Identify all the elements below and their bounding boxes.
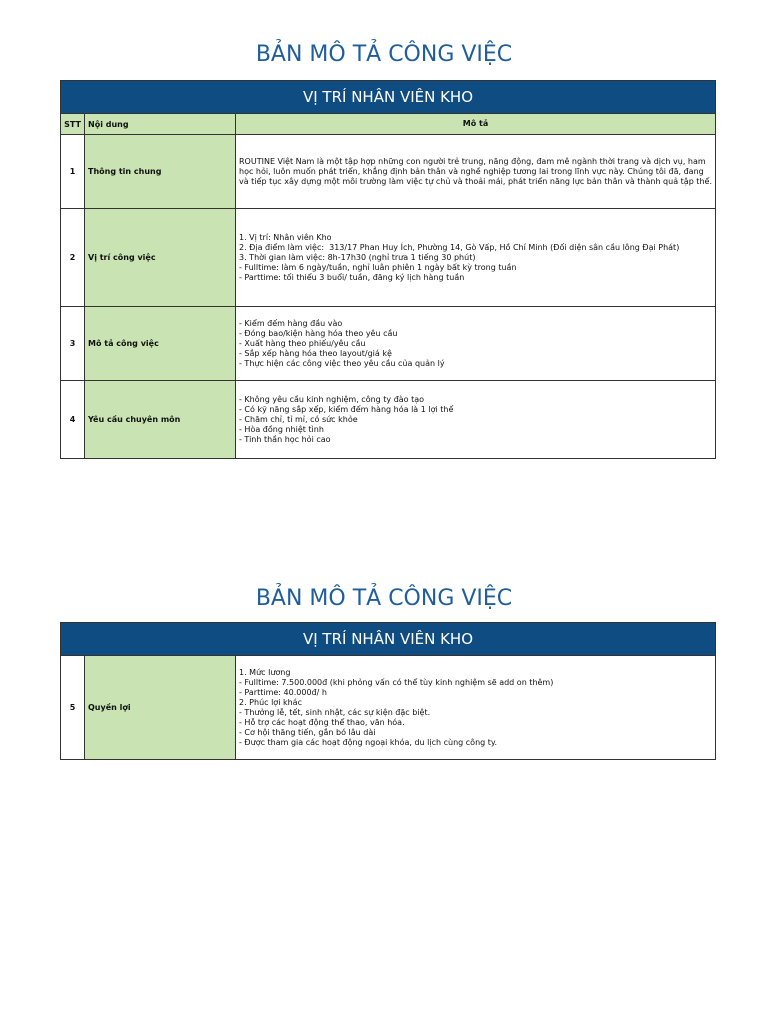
page-title-2: BẢN MÔ TẢ CÔNG VIỆC — [255, 586, 513, 611]
row-stt: 1 — [61, 135, 85, 209]
row-stt: 2 — [61, 209, 85, 307]
description-line: 3. Thời gian làm việc: 8h-17h30 (nghỉ trưa 1 tiếng 30 phút) — [239, 252, 476, 262]
header-mo-ta: Mô tả — [236, 114, 716, 135]
table-row — [61, 381, 716, 459]
header-noi-dung: Nội dung — [85, 114, 236, 135]
table-row — [61, 209, 716, 307]
description-line: - Sắp xếp hàng hóa theo layout/giá kệ — [239, 348, 392, 358]
description-line: - Parttime: 40.000đ/ h — [239, 687, 327, 697]
description-line: - Kiểm đếm hàng đầu vào — [239, 318, 343, 328]
position-banner: VỊ TRÍ NHÂN VIÊN KHO — [61, 81, 716, 114]
row-mo-ta — [236, 135, 716, 209]
row-mo-ta — [236, 209, 716, 307]
description-line: - Fulltime: làm 6 ngày/tuần, nghỉ luân phiên 1 ngày bất kỳ trong tuần — [239, 262, 517, 272]
table-header-row — [61, 114, 716, 135]
row-noi-dung: Mô tả công việc — [85, 307, 236, 381]
row-mo-ta — [236, 656, 716, 760]
job-description-table-2 — [60, 622, 716, 760]
row-noi-dung: Yêu cầu chuyên môn — [85, 381, 236, 459]
description-line: - Xuất hàng theo phiếu/yêu cầu — [239, 338, 366, 348]
job-description-table — [60, 80, 716, 459]
row-noi-dung: Thông tin chung — [85, 135, 236, 209]
description-line: 1. Mức lương — [239, 667, 291, 677]
row-mo-ta — [236, 307, 716, 381]
description-line: - Cơ hội thăng tiến, gắn bó lâu dài — [239, 727, 376, 737]
row-stt: 3 — [61, 307, 85, 381]
description-line: - Hòa đồng nhiệt tình — [239, 424, 324, 434]
position-banner: VỊ TRÍ NHÂN VIÊN KHO — [61, 623, 716, 656]
page-title: BẢN MÔ TẢ CÔNG VIỆC — [255, 42, 513, 67]
row-mo-ta — [236, 381, 716, 459]
table-row — [61, 135, 716, 209]
description-line: - Hỗ trợ các hoạt động thể thao, văn hóa. — [239, 717, 405, 727]
row-noi-dung: Quyền lợi — [85, 656, 236, 760]
description-line: - Không yêu cầu kinh nghiệm, công ty đào tạo — [239, 394, 425, 404]
table-row — [61, 307, 716, 381]
description-line: 2. Địa điểm làm việc: 313/17 Phan Huy Ích, Phường 14, Gò Vấp, Hồ Chí Minh (Đối diện sân cầu lông Đại Phát) — [239, 242, 680, 252]
description-line: 2. Phúc lợi khác — [239, 697, 302, 707]
description-line: - Có kỹ năng sắp xếp, kiểm đếm hàng hóa là 1 lợi thế — [239, 404, 454, 414]
description-line: - Fulltime: 7.500.000đ (khi phỏng vấn có thể tùy kinh nghiệm sẽ add on thêm) — [239, 677, 554, 687]
header-stt: STT — [61, 114, 85, 135]
table-row — [61, 656, 716, 760]
description-line: - Parttime: tối thiểu 3 buổi/ tuần, đăng ký lịch hàng tuần — [239, 272, 465, 282]
row-stt: 5 — [61, 656, 85, 760]
row-stt: 4 — [61, 381, 85, 459]
description-line: - Thưởng lễ, tết, sinh nhật, các sự kiện đặc biệt. — [239, 707, 431, 717]
description-line: - Đóng bao/kiện hàng hóa theo yêu cầu — [239, 328, 398, 338]
description-line: ROUTINE Việt Nam là một tập hợp những con người trẻ trung, năng động, đam mê ngành thời trang và dịch vụ, ham học hỏi, luôn muốn phát triển, khẳng định bản thân và nghề nghiệp tương lai trong lĩnh vực này. Chúng tôi đã, đang và tiếp tục xây dựng một môi trường làm việc tự chủ và thoải mái, phát triển năng lực bản thân và thành quả tập thể. — [239, 156, 712, 186]
description-line: - Chăm chỉ, tỉ mỉ, có sức khỏe — [239, 414, 358, 424]
description-line: - Thực hiện các công việc theo yêu cầu của quản lý — [239, 358, 445, 368]
description-line: 1. Vị trí: Nhân viên Kho — [239, 232, 332, 242]
description-line: - Được tham gia các hoạt động ngoại khóa, du lịch cùng công ty. — [239, 737, 498, 747]
row-noi-dung: Vị trí công việc — [85, 209, 236, 307]
description-line: - Tinh thần học hỏi cao — [239, 434, 331, 444]
